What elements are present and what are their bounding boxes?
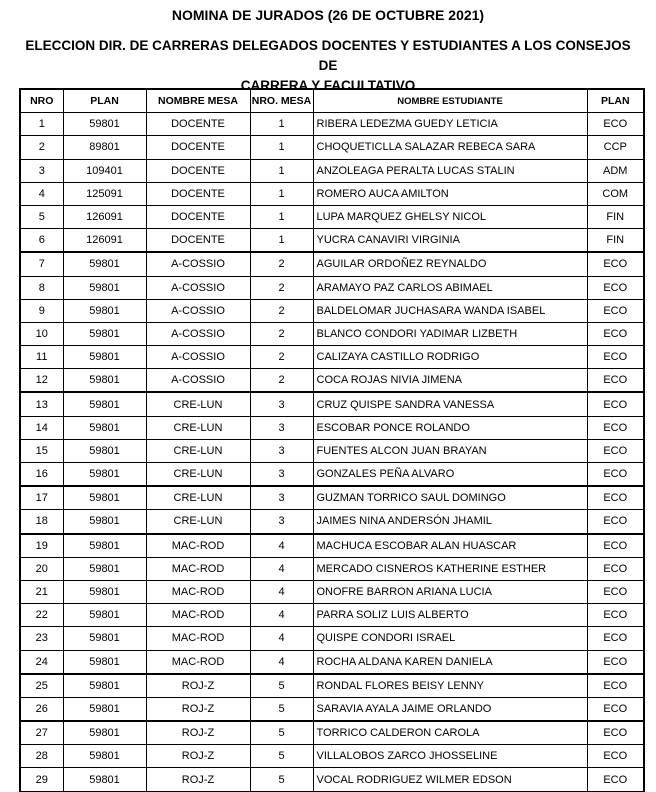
plan-cell: 59801 xyxy=(63,416,146,439)
nombre-mesa-cell: CRE-LUN xyxy=(146,439,250,462)
nro-mesa-cell: 3 xyxy=(250,463,313,487)
table-body xyxy=(20,113,644,791)
nombre-mesa-cell: A-COSSIO xyxy=(146,252,250,276)
nro-mesa-cell: 3 xyxy=(250,416,313,439)
nombre-estudiante-cell: RIBERA LEDEZMA GUEDY LETICIA xyxy=(313,113,587,136)
nombre-mesa-cell: ROJ-Z xyxy=(146,721,250,745)
header-nombre-mesa: NOMBRE MESA xyxy=(146,89,250,113)
nro-cell: 3 xyxy=(20,159,63,182)
nro-cell: 13 xyxy=(20,392,63,416)
plan-cell: 109401 xyxy=(63,159,146,182)
jurados-table xyxy=(19,88,645,792)
nombre-mesa-cell: A-COSSIO xyxy=(146,276,250,299)
nro-mesa-cell: 2 xyxy=(250,276,313,299)
plan-abbr-cell: ECO xyxy=(587,650,644,674)
nro-cell: 29 xyxy=(20,768,63,791)
nombre-mesa-cell: CRE-LUN xyxy=(146,416,250,439)
plan-abbr-cell: ECO xyxy=(587,276,644,299)
subtitle-line-2: CARRERA Y FACULTATIVO xyxy=(240,78,416,93)
subtitle-line-1: ELECCION DIR. DE CARRERAS DELEGADOS DOCENTES Y ESTUDIANTES A LOS CONSEJOS DE xyxy=(25,38,631,73)
nombre-estudiante-cell: BALDELOMAR JUCHASARA WANDA ISABEL xyxy=(313,299,587,322)
nro-mesa-cell: 2 xyxy=(250,252,313,276)
nombre-estudiante-cell: TORRICO CALDERON CAROLA xyxy=(313,721,587,745)
plan-cell: 89801 xyxy=(63,136,146,159)
plan-cell: 59801 xyxy=(63,322,146,345)
nombre-estudiante-cell: GONZALES PEÑA ALVARO xyxy=(313,463,587,487)
nro-mesa-cell: 1 xyxy=(250,113,313,136)
nro-mesa-cell: 3 xyxy=(250,486,313,510)
plan-cell: 59801 xyxy=(63,627,146,650)
nombre-estudiante-cell: CRUZ QUISPE SANDRA VANESSA xyxy=(313,392,587,416)
nro-cell: 24 xyxy=(20,650,63,674)
nombre-estudiante-cell: VILLALOBOS ZARCO JHOSSELINE xyxy=(313,745,587,768)
nombre-estudiante-cell: FUENTES ALCON JUAN BRAYAN xyxy=(313,439,587,462)
plan-abbr-cell: ECO xyxy=(587,534,644,558)
plan-abbr-cell: ECO xyxy=(587,557,644,580)
nombre-mesa-cell: CRE-LUN xyxy=(146,486,250,510)
nombre-mesa-cell: MAC-ROD xyxy=(146,534,250,558)
table-row xyxy=(20,252,644,276)
nro-mesa-cell: 2 xyxy=(250,299,313,322)
plan-cell: 59801 xyxy=(63,392,146,416)
nro-cell: 27 xyxy=(20,721,63,745)
header-nro-mesa: NRO. MESA xyxy=(250,89,313,113)
plan-cell: 126091 xyxy=(63,205,146,228)
nro-cell: 12 xyxy=(20,369,63,393)
nro-mesa-cell: 5 xyxy=(250,697,313,721)
nombre-mesa-cell: MAC-ROD xyxy=(146,604,250,627)
nro-mesa-cell: 3 xyxy=(250,439,313,462)
plan-cell: 59801 xyxy=(63,252,146,276)
nro-mesa-cell: 4 xyxy=(250,604,313,627)
nombre-mesa-cell: DOCENTE xyxy=(146,229,250,253)
plan-abbr-cell: ECO xyxy=(587,252,644,276)
plan-cell: 59801 xyxy=(63,674,146,698)
nro-cell: 11 xyxy=(20,346,63,369)
nombre-mesa-cell: DOCENTE xyxy=(146,205,250,228)
nro-cell: 8 xyxy=(20,276,63,299)
nro-mesa-cell: 2 xyxy=(250,369,313,393)
nombre-mesa-cell: ROJ-Z xyxy=(146,768,250,791)
plan-cell: 59801 xyxy=(63,697,146,721)
header-plan-abbr: PLAN xyxy=(587,89,644,113)
plan-abbr-cell: ECO xyxy=(587,486,644,510)
plan-cell: 59801 xyxy=(63,299,146,322)
nombre-estudiante-cell: COCA ROJAS NIVIA JIMENA xyxy=(313,369,587,393)
nro-cell: 28 xyxy=(20,745,63,768)
plan-abbr-cell: ECO xyxy=(587,463,644,487)
table-row xyxy=(20,697,644,721)
nro-cell: 4 xyxy=(20,182,63,205)
table-header-row xyxy=(20,89,644,113)
plan-abbr-cell: FIN xyxy=(587,205,644,228)
table-row xyxy=(20,580,644,603)
plan-abbr-cell: ECO xyxy=(587,392,644,416)
nro-cell: 7 xyxy=(20,252,63,276)
plan-abbr-cell: ECO xyxy=(587,346,644,369)
plan-abbr-cell: ECO xyxy=(587,113,644,136)
nombre-mesa-cell: MAC-ROD xyxy=(146,557,250,580)
plan-cell: 125091 xyxy=(63,182,146,205)
plan-cell: 126091 xyxy=(63,229,146,253)
table-row xyxy=(20,721,644,745)
nro-mesa-cell: 4 xyxy=(250,627,313,650)
table-row xyxy=(20,463,644,487)
nro-mesa-cell: 1 xyxy=(250,229,313,253)
nro-mesa-cell: 1 xyxy=(250,182,313,205)
nro-cell: 5 xyxy=(20,205,63,228)
nro-cell: 10 xyxy=(20,322,63,345)
plan-abbr-cell: ECO xyxy=(587,299,644,322)
plan-abbr-cell: ECO xyxy=(587,439,644,462)
plan-cell: 59801 xyxy=(63,439,146,462)
nro-mesa-cell: 5 xyxy=(250,745,313,768)
plan-abbr-cell: ECO xyxy=(587,745,644,768)
nombre-estudiante-cell: CHOQUETICLLA SALAZAR REBECA SARA xyxy=(313,136,587,159)
nombre-mesa-cell: ROJ-Z xyxy=(146,697,250,721)
page-title: NOMINA DE JURADOS (26 DE OCTUBRE 2021) xyxy=(171,7,485,23)
nro-mesa-cell: 5 xyxy=(250,768,313,791)
plan-abbr-cell: ECO xyxy=(587,768,644,791)
table-row xyxy=(20,322,644,345)
nombre-mesa-cell: DOCENTE xyxy=(146,136,250,159)
plan-abbr-cell: ECO xyxy=(587,510,644,534)
plan-abbr-cell: FIN xyxy=(587,229,644,253)
nombre-mesa-cell: CRE-LUN xyxy=(146,510,250,534)
nombre-mesa-cell: MAC-ROD xyxy=(146,627,250,650)
nro-cell: 17 xyxy=(20,486,63,510)
plan-cell: 59801 xyxy=(63,604,146,627)
nombre-estudiante-cell: ONOFRE BARRON ARIANA LUCIA xyxy=(313,580,587,603)
table-row xyxy=(20,534,644,558)
plan-abbr-cell: ADM xyxy=(587,159,644,182)
nombre-estudiante-cell: CALIZAYA CASTILLO RODRIGO xyxy=(313,346,587,369)
nro-mesa-cell: 2 xyxy=(250,322,313,345)
plan-abbr-cell: ECO xyxy=(587,369,644,393)
nombre-mesa-cell: DOCENTE xyxy=(146,182,250,205)
nombre-mesa-cell: ROJ-Z xyxy=(146,745,250,768)
nro-cell: 26 xyxy=(20,697,63,721)
nro-cell: 16 xyxy=(20,463,63,487)
nombre-estudiante-cell: BLANCO CONDORI YADIMAR LIZBETH xyxy=(313,322,587,345)
nombre-estudiante-cell: YUCRA CANAVIRI VIRGINIA xyxy=(313,229,587,253)
plan-abbr-cell: COM xyxy=(587,182,644,205)
nombre-mesa-cell: DOCENTE xyxy=(146,159,250,182)
nro-mesa-cell: 2 xyxy=(250,346,313,369)
table-row xyxy=(20,229,644,253)
nombre-estudiante-cell: ROMERO AUCA AMILTON xyxy=(313,182,587,205)
nro-cell: 25 xyxy=(20,674,63,698)
table-row xyxy=(20,439,644,462)
plan-abbr-cell: ECO xyxy=(587,627,644,650)
nombre-mesa-cell: ROJ-Z xyxy=(146,674,250,698)
nombre-estudiante-cell: ARAMAYO PAZ CARLOS ABIMAEL xyxy=(313,276,587,299)
nombre-estudiante-cell: RONDAL FLORES BEISY LENNY xyxy=(313,674,587,698)
nombre-mesa-cell: A-COSSIO xyxy=(146,299,250,322)
table-row xyxy=(20,113,644,136)
nombre-mesa-cell: CRE-LUN xyxy=(146,392,250,416)
plan-cell: 59801 xyxy=(63,721,146,745)
nro-mesa-cell: 1 xyxy=(250,205,313,228)
plan-abbr-cell: ECO xyxy=(587,721,644,745)
nombre-estudiante-cell: ANZOLEAGA PERALTA LUCAS STALIN xyxy=(313,159,587,182)
table-row xyxy=(20,486,644,510)
nombre-estudiante-cell: ROCHA ALDANA KAREN DANIELA xyxy=(313,650,587,674)
plan-cell: 59801 xyxy=(63,346,146,369)
plan-cell: 59801 xyxy=(63,534,146,558)
nombre-estudiante-cell: PARRA SOLIZ LUIS ALBERTO xyxy=(313,604,587,627)
plan-cell: 59801 xyxy=(63,650,146,674)
plan-cell: 59801 xyxy=(63,463,146,487)
table-row xyxy=(20,557,644,580)
nombre-mesa-cell: A-COSSIO xyxy=(146,322,250,345)
plan-abbr-cell: ECO xyxy=(587,580,644,603)
table-row xyxy=(20,346,644,369)
plan-cell: 59801 xyxy=(63,113,146,136)
table-row xyxy=(20,674,644,698)
table-row xyxy=(20,604,644,627)
nro-mesa-cell: 1 xyxy=(250,159,313,182)
nombre-mesa-cell: A-COSSIO xyxy=(146,369,250,393)
nro-cell: 14 xyxy=(20,416,63,439)
nombre-estudiante-cell: MACHUCA ESCOBAR ALAN HUASCAR xyxy=(313,534,587,558)
nro-cell: 15 xyxy=(20,439,63,462)
nombre-estudiante-cell: ESCOBAR PONCE ROLANDO xyxy=(313,416,587,439)
nro-mesa-cell: 3 xyxy=(250,510,313,534)
header-nro: NRO xyxy=(20,89,63,113)
nombre-mesa-cell: A-COSSIO xyxy=(146,346,250,369)
table-row xyxy=(20,299,644,322)
plan-cell: 59801 xyxy=(63,369,146,393)
plan-cell: 59801 xyxy=(63,768,146,791)
table-row xyxy=(20,369,644,393)
nombre-estudiante-cell: VOCAL RODRIGUEZ WILMER EDSON xyxy=(313,768,587,791)
plan-cell: 59801 xyxy=(63,580,146,603)
nombre-estudiante-cell: SARAVIA AYALA JAIME ORLANDO xyxy=(313,697,587,721)
nombre-estudiante-cell: JAIMES NINA ANDERSÓN JHAMIL xyxy=(313,510,587,534)
table-row xyxy=(20,745,644,768)
plan-abbr-cell: ECO xyxy=(587,416,644,439)
table-row xyxy=(20,416,644,439)
nro-cell: 2 xyxy=(20,136,63,159)
nro-mesa-cell: 3 xyxy=(250,392,313,416)
nombre-estudiante-cell: LUPA MARQUEZ GHELSY NICOL xyxy=(313,205,587,228)
nro-mesa-cell: 4 xyxy=(250,557,313,580)
nro-mesa-cell: 5 xyxy=(250,721,313,745)
nombre-mesa-cell: MAC-ROD xyxy=(146,580,250,603)
page-subtitle xyxy=(20,36,636,96)
plan-abbr-cell: ECO xyxy=(587,322,644,345)
nro-cell: 18 xyxy=(20,510,63,534)
nro-mesa-cell: 1 xyxy=(250,136,313,159)
plan-cell: 59801 xyxy=(63,557,146,580)
nombre-estudiante-cell: QUISPE CONDORI ISRAEL xyxy=(313,627,587,650)
nro-cell: 21 xyxy=(20,580,63,603)
table-row xyxy=(20,510,644,534)
header-plan: PLAN xyxy=(63,89,146,113)
nro-cell: 19 xyxy=(20,534,63,558)
table-row xyxy=(20,392,644,416)
nro-mesa-cell: 4 xyxy=(250,534,313,558)
nro-cell: 20 xyxy=(20,557,63,580)
nombre-mesa-cell: DOCENTE xyxy=(146,113,250,136)
table-row xyxy=(20,136,644,159)
plan-cell: 59801 xyxy=(63,276,146,299)
table-row xyxy=(20,650,644,674)
nro-cell: 6 xyxy=(20,229,63,253)
plan-cell: 59801 xyxy=(63,486,146,510)
table-row xyxy=(20,276,644,299)
plan-abbr-cell: ECO xyxy=(587,697,644,721)
plan-cell: 59801 xyxy=(63,745,146,768)
table-row xyxy=(20,768,644,791)
nro-cell: 9 xyxy=(20,299,63,322)
nombre-estudiante-cell: MERCADO CISNEROS KATHERINE ESTHER xyxy=(313,557,587,580)
plan-abbr-cell: ECO xyxy=(587,674,644,698)
nombre-estudiante-cell: GUZMAN TORRICO SAUL DOMINGO xyxy=(313,486,587,510)
nro-cell: 23 xyxy=(20,627,63,650)
plan-abbr-cell: ECO xyxy=(587,604,644,627)
nombre-mesa-cell: MAC-ROD xyxy=(146,650,250,674)
header-nombre-estudiante: NOMBRE ESTUDIANTE xyxy=(313,89,587,113)
plan-cell: 59801 xyxy=(63,510,146,534)
table-row xyxy=(20,205,644,228)
nro-mesa-cell: 4 xyxy=(250,650,313,674)
table-row xyxy=(20,182,644,205)
nombre-mesa-cell: CRE-LUN xyxy=(146,463,250,487)
table-row xyxy=(20,627,644,650)
nro-mesa-cell: 4 xyxy=(250,580,313,603)
nombre-estudiante-cell: AGUILAR ORDOÑEZ REYNALDO xyxy=(313,252,587,276)
table-row xyxy=(20,159,644,182)
nro-mesa-cell: 5 xyxy=(250,674,313,698)
nro-cell: 22 xyxy=(20,604,63,627)
nro-cell: 1 xyxy=(20,113,63,136)
plan-abbr-cell: CCP xyxy=(587,136,644,159)
